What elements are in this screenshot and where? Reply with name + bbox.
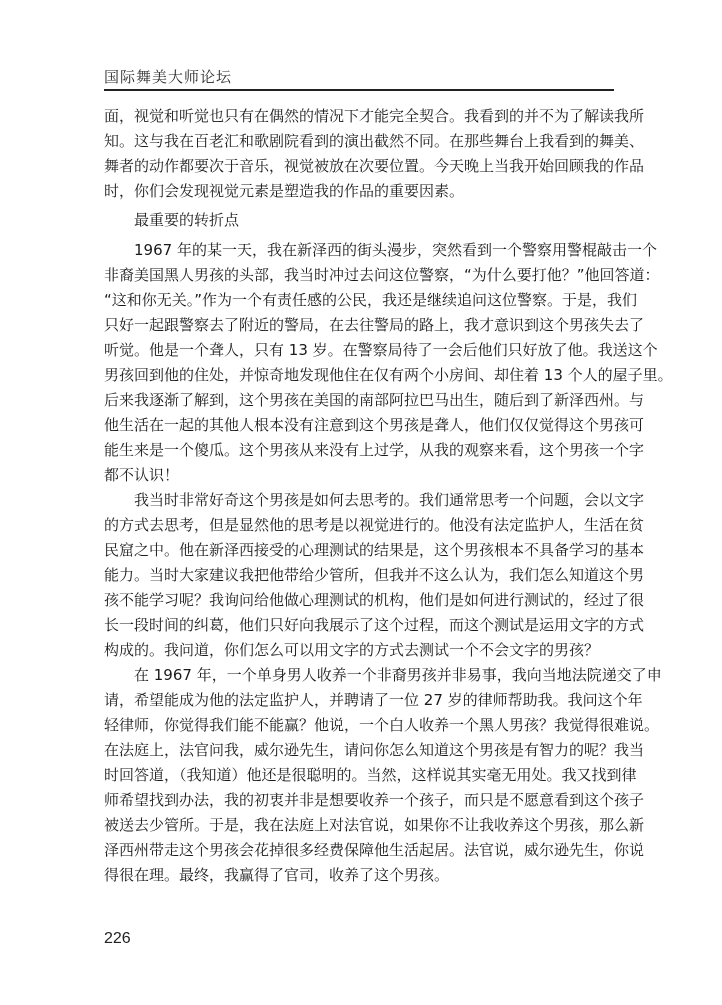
text-line: 我当时非常好奇这个男孩是如何去思考的。我们通常思考一个问题，会以文字: [134, 491, 645, 509]
text-line: 1967 年的某一天，我在新泽西的街头漫步，突然看到一个警察用警棍敲击一个: [134, 241, 657, 259]
text-line: 构成的。我问道，你们怎么可以用文字的方式去测试一个不会文字的男孩？: [104, 641, 600, 659]
text-line: 民窟之中。他在新泽西接受的心理测试的结果是，这个男孩根本不具备学习的基本: [104, 541, 645, 559]
text-line: 长一段时间的纠葛，他们只好向我展示了这个过程，而这个测试是运用文字的方式: [104, 616, 645, 634]
section-heading: 最重要的转折点: [134, 211, 240, 229]
page-number: 226: [104, 930, 131, 947]
text-line: 师希望找到办法，我的初衷并非是想要收养一个孩子，而只是不愿意看到这个孩子: [104, 791, 645, 809]
text-line: 能生来是一个傻瓜。这个男孩从来没有上过学，从我的观察来看，这个男孩一个字: [104, 441, 645, 459]
text-line: 得很在理。最终，我赢得了官司，收养了这个男孩。: [104, 866, 450, 884]
text-line: 时回答道，（我知道）他还是很聪明的。当然，这样说其实毫无用处。我又找到律: [104, 766, 637, 784]
text-line: 知。这与我在百老汇和歌剧院看到的演出截然不同。在那些舞台上我看到的舞美、: [104, 132, 645, 150]
text-line: 在 1967 年，一个单身男人收养一个非裔男孩并非易事，我向当地法院递交了申: [134, 666, 662, 684]
text-line: 请，希望能成为他的法定监护人，并聘请了一位 27 岁的律师帮助我。我问这个年: [104, 691, 643, 709]
text-line: 面，视觉和听觉也只有在偶然的情况下才能完全契合。我看到的并不为了解读我所: [104, 107, 645, 125]
text-line: 孩不能学习呢？我询问给他做心理测试的机构，他们是如何进行测试的，经过了很: [104, 591, 645, 609]
text-line: 时，你们会发现视觉元素是塑造我的作品的重要因素。: [104, 182, 465, 200]
text-line: 舞者的动作都要次于音乐，视觉被放在次要位置。今天晚上当我开始回顾我的作品: [104, 157, 645, 175]
text-line: 他生活在一起的其他人根本没有注意到这个男孩是聋人，他们仅仅觉得这个男孩可: [104, 416, 645, 434]
header-title: 国际舞美大师论坛: [104, 68, 233, 86]
body-text: [104, 104, 673, 888]
text-line: 后来我逐渐了解到，这个男孩在美国的南部阿拉巴马出生，随后到了新泽西州。与: [104, 391, 645, 409]
text-line: 都不认识！: [104, 466, 180, 484]
text-line: 轻律师，你觉得我们能不能赢？他说，一个白人收养一个黑人男孩？我觉得很难说。: [104, 716, 660, 734]
text-line: 能力。当时大家建议我把他带给少管所，但我并不这么认为，我们怎么知道这个男: [104, 566, 645, 584]
running-header: [104, 66, 614, 88]
text-line: 泽西州带走这个男孩会花掉很多经费保障他生活起居。法官说，威尔逊先生，你说: [104, 841, 645, 859]
text-line: 被送去少管所。于是，我在法庭上对法官说，如果你不让我收养这个男孩，那么新: [104, 816, 645, 834]
text-line: 在法庭上，法官问我，威尔逊先生，请问你怎么知道这个男孩是有智力的呢？我当: [104, 741, 645, 759]
text-line: 的方式去思考，但是显然他的思考是以视觉进行的。他没有法定监护人，生活在贫: [104, 516, 645, 534]
text-line: 非裔美国黑人男孩的头部，我当时冲过去问这位警察，“为什么要打他？”他回答道：: [104, 266, 660, 284]
text-line: 听觉。他是一个聋人，只有 13 岁。在警察局待了一会后他们只好放了他。我送这个: [104, 341, 658, 359]
header-rule: [104, 89, 614, 91]
text-line: 只好一起跟警察去了附近的警局，在去往警局的路上，我才意识到这个男孩失去了: [104, 316, 645, 334]
text-line: “这和你无关。”作为一个有责任感的公民，我还是继续追问这位警察。于是，我们: [104, 291, 638, 309]
text-line: 男孩回到他的住处，并惊奇地发现他住在仅有两个小房间、却住着 13 个人的屋子里。: [104, 366, 673, 384]
